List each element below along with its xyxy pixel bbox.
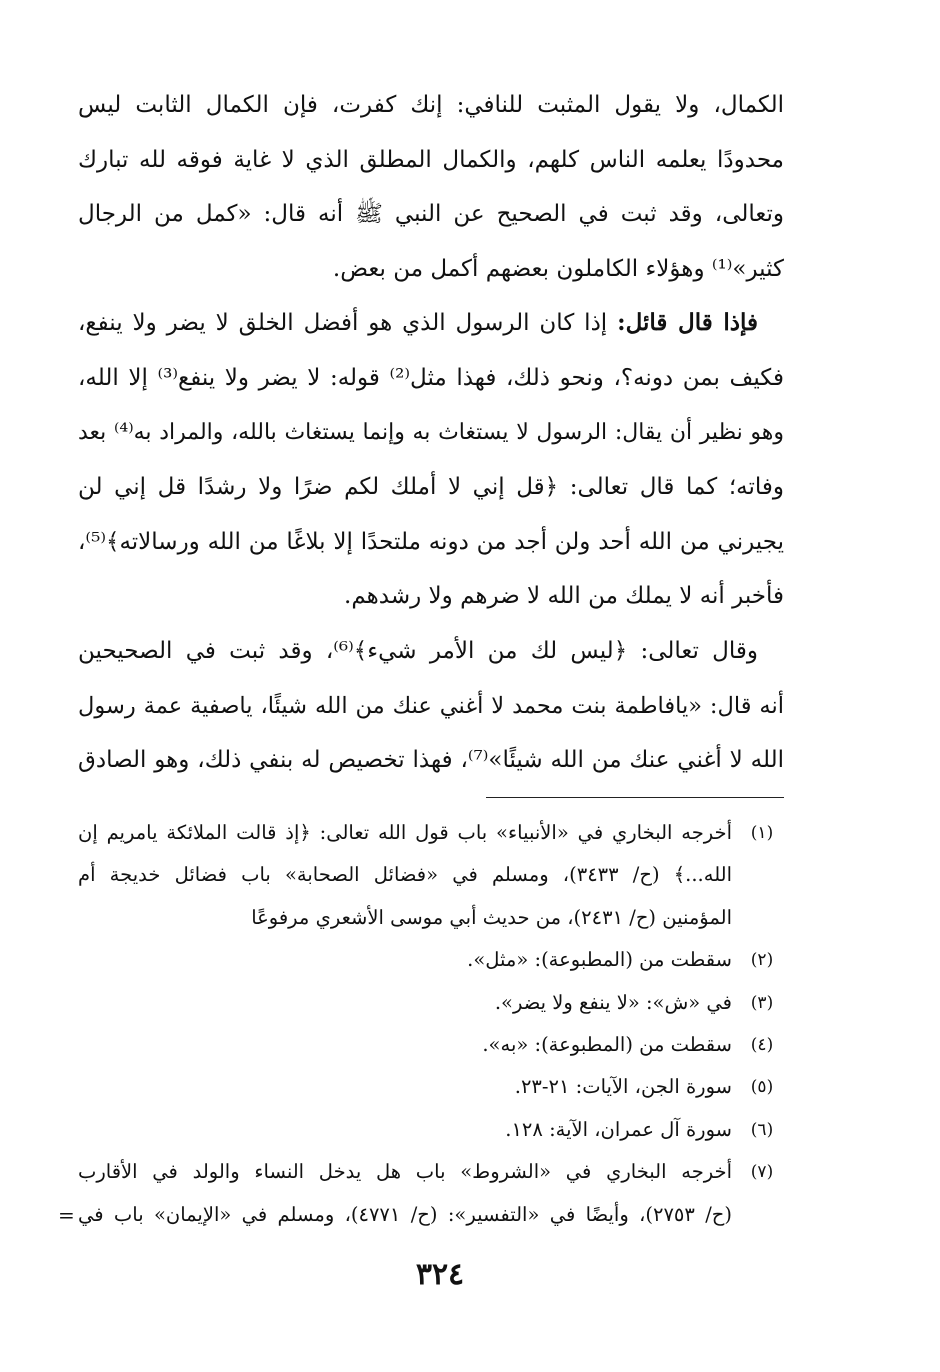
text-line-rest: إذا كان الرسول الذي هو أفضل الخلق لا يضر ولا ينفع، (78, 310, 618, 337)
text-line: محدودًا يعلمه الناس كلهم، والكمال المطلق الذي لا غاية فوقه لله تبارك (78, 146, 784, 173)
text-line: وتعالى، وقد ثبت في الصحيح عن النبي ﷺ أنه قال: «كمل من الرجال (78, 201, 784, 228)
continuation-mark: = (58, 1203, 75, 1227)
footnote-number: (٤) (750, 1034, 774, 1055)
footnote (78, 1024, 784, 1066)
footnote-line: (ح/ ٢٧٥٣)، وأيضًا في «التفسير»: (ح/ ٤٧٧١)، ومسلم في «الإيمان» باب في (78, 1202, 732, 1226)
footnote-number: (٧) (750, 1162, 774, 1183)
paragraph-lead: فإذا قال قائل: (617, 309, 758, 337)
text-line: الكمال، ولا يقول المثبت للنافي: إنك كفرت، فإن الكمال الثابت ليس (78, 92, 784, 118)
text-line: الله لا أغني عنك من الله شيئًا»⁽⁷⁾، فهذا تخصيص له بنفي ذلك، وهو الصادق (78, 747, 784, 774)
footnote-line: سقطت من (المطبوعة): «مثل». (467, 948, 732, 972)
page-number: ٣٢٤ (415, 1257, 465, 1292)
footnote (78, 982, 784, 1024)
footnote (78, 812, 784, 939)
footnotes (78, 812, 784, 1236)
text-line: وفاته؛ كما قال تعالى: ﴿قل إني لا أملك لكم ضرًا ولا رشدًا قل إني لن (78, 474, 784, 501)
footnote (78, 1151, 784, 1236)
text-line: وهو نظير أن يقال: الرسول لا يستغاث به وإنما يستغاث بالله، والمراد به⁽⁴⁾ بعد (78, 419, 784, 445)
text-line: كثير»⁽¹⁾ وهؤلاء الكاملون بعضهم أكمل من بعض. (332, 255, 784, 282)
main-text (78, 78, 784, 788)
footnote-line: المؤمنين (ح/ ٢٤٣١)، من حديث أبي موسى الأشعري مرفوعًا (251, 905, 732, 929)
footnote (78, 1109, 784, 1151)
footnote-number: (١) (750, 823, 774, 843)
footnote-number: (٦) (750, 1119, 774, 1140)
text-line: يجيرني من الله أحد ولن أجد من دونه ملتحدًا إلا بلاغًا من الله ورسالاته﴾⁽⁵⁾، (78, 528, 784, 555)
footnote-number: (٥) (750, 1077, 774, 1098)
text-line: فكيف بمن دونه؟، ونحو ذلك، فهذا مثل⁽²⁾ قوله: لا يضر ولا ينفع⁽³⁾ إلا الله، (78, 364, 784, 391)
text-line: وقال تعالى: ﴿ليس لك من الأمر شيء﴾⁽⁶⁾، وقد ثبت في الصحيحين (78, 637, 758, 664)
text-line: فأخبر أنه لا يملك من الله لا ضرهم ولا رشدهم. (344, 583, 784, 610)
text-line (78, 296, 784, 351)
footnote-number: (٢) (750, 950, 774, 971)
footnote-line: أخرجه البخاري في «الشروط» باب هل يدخل النساء والولد في الأقارب (78, 1160, 732, 1184)
footnote-line: الله...﴾ (ح/ ٣٤٣٣)، ومسلم في «فضائل الصحابة» باب فضائل خديجة أم (78, 863, 732, 887)
footnote-line: سقطت من (المطبوعة): «به». (482, 1032, 732, 1056)
text-line: أنه قال: «يافاطمة بنت محمد لا أغني عنك من الله شيئًا، ياصفية عمة رسول (78, 692, 784, 719)
footnote-line: في «ش»: «لا ينفع ولا يضر». (494, 990, 732, 1014)
footnote-line: أخرجه البخاري في «الأنبياء» باب قول الله تعالى: ﴿إذ قالت الملائكة يامريم إن (78, 821, 732, 844)
footnote-line: سورة الجن، الآيات: ٢١-٢٣. (514, 1075, 732, 1099)
footnote-separator (486, 797, 784, 798)
footnote (78, 939, 784, 981)
footnote-line: سورة آل عمران، الآية: ١٢٨. (505, 1117, 732, 1141)
footnote-number: (٣) (750, 992, 774, 1013)
footnote (78, 1066, 784, 1108)
